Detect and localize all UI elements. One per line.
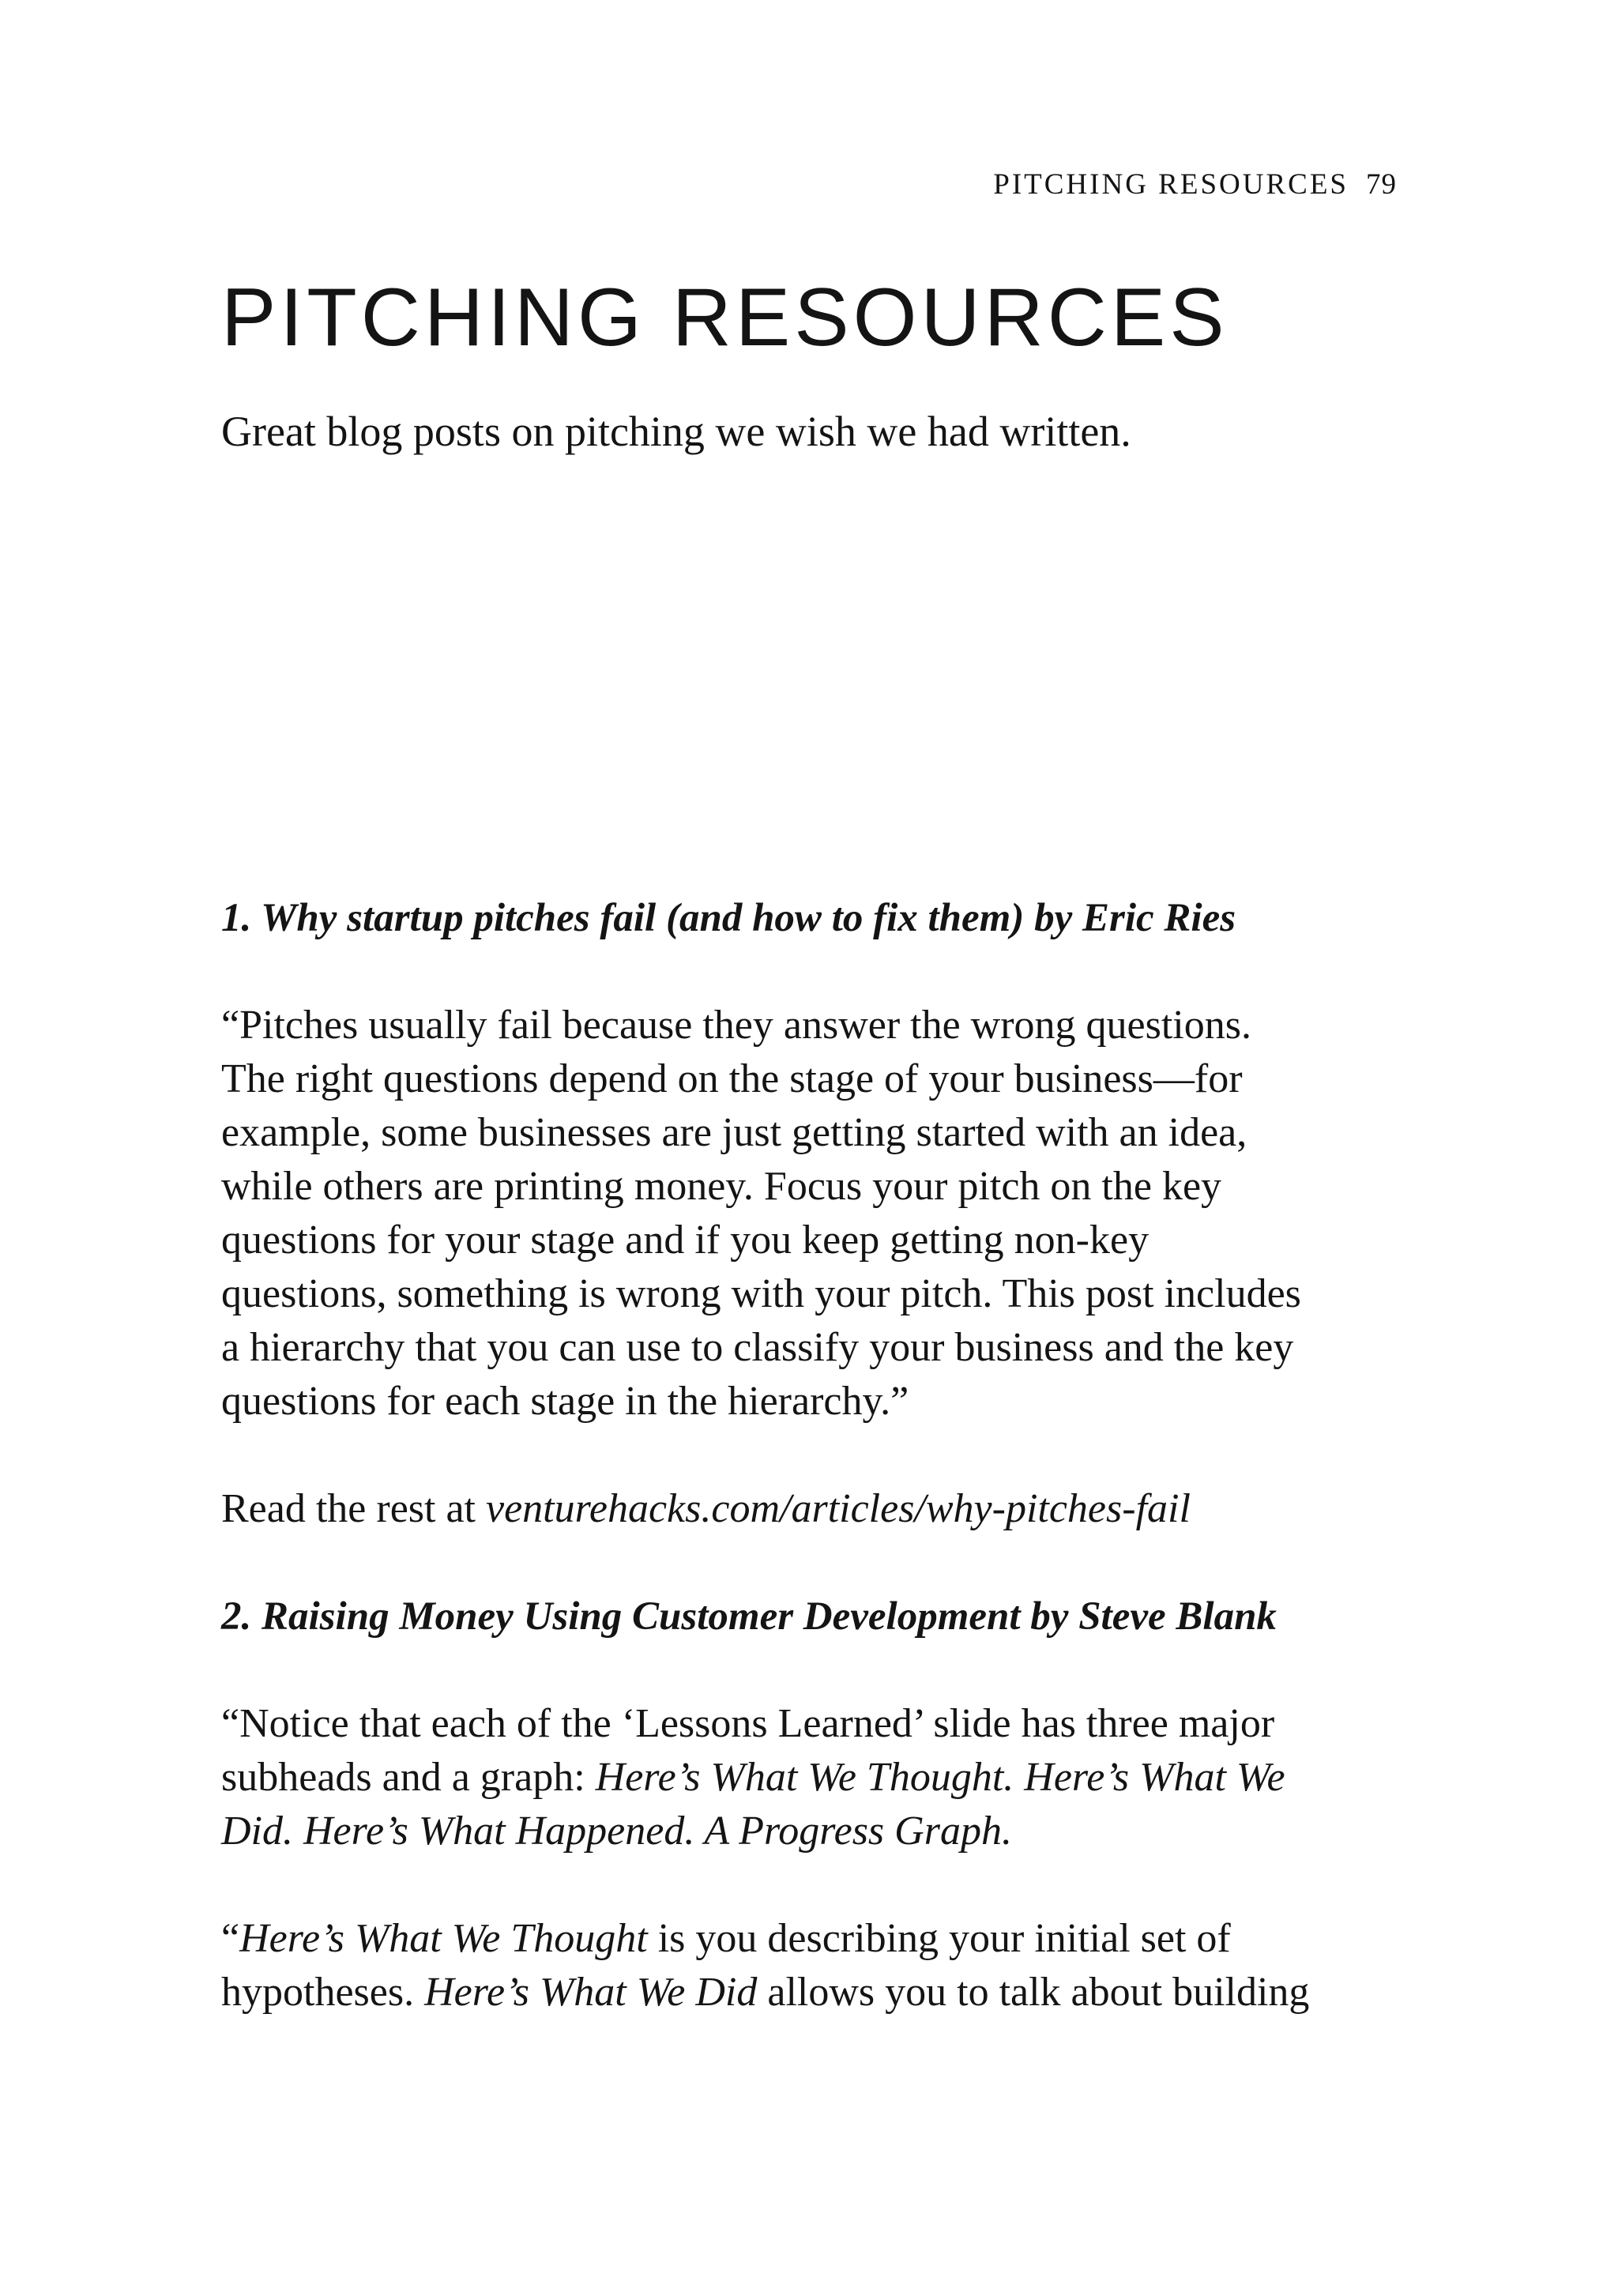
quote-line (221, 1912, 1422, 1966)
read-more-1 (221, 1482, 1422, 1536)
quote-line: while others are printing money. Focus your pitch on the key (221, 1164, 1222, 1209)
page-number: 79 (1366, 168, 1397, 201)
chapter-title: PITCHING RESOURCES (221, 272, 1229, 363)
quote-line: “Pitches usually fail because they answer the wrong questions. (221, 1003, 1251, 1048)
chapter-subtitle: Great blog posts on pitching we wish we had written. (221, 408, 1131, 455)
content-body (221, 891, 1422, 2019)
entry-quote-1 (221, 999, 1422, 1428)
entry-heading-2: 2. Raising Money Using Customer Development by Steve Blank (221, 1594, 1277, 1639)
quote-emphasis: Here’s What We Thought (239, 1916, 648, 1961)
quote-text: allows you to talk about building (757, 1970, 1310, 2015)
quote-line (221, 1966, 1422, 2019)
quote-line: “Notice that each of the ‘Lessons Learned’ slide has three major (221, 1701, 1275, 1746)
quote-text: is you describing your initial set of (647, 1916, 1231, 1961)
entry-quote-2a (221, 1697, 1422, 1858)
quote-line (221, 1751, 1422, 1805)
quote-line: The right questions depend on the stage of your business—for (221, 1056, 1243, 1101)
entry-quote-2b (221, 1912, 1422, 2019)
quote-line: questions, something is wrong with your pitch. This post includes (221, 1271, 1301, 1316)
quote-text: subheads and a graph: (221, 1755, 596, 1800)
quote-emphasis: Did. Here’s What Happened. A Progress Graph. (221, 1809, 1012, 1854)
article-link[interactable]: venturehacks.com/articles/why-pitches-fail (485, 1486, 1191, 1531)
quote-text: hypotheses. (221, 1970, 425, 2015)
quote-emphasis: Here’s What We Did (424, 1970, 758, 2015)
quote-emphasis: Here’s What We Thought. Here’s What We (595, 1755, 1285, 1800)
quote-line: a hierarchy that you can use to classify your business and the key (221, 1325, 1294, 1370)
running-title: PITCHING RESOURCES (993, 168, 1349, 201)
quote-line: questions for each stage in the hierarchy.” (221, 1379, 909, 1424)
quote-mark: “ (221, 1916, 240, 1961)
entry-heading-1: 1. Why startup pitches fail (and how to fix them) by Eric Ries (221, 896, 1236, 940)
running-header (993, 167, 1397, 201)
quote-line: example, some businesses are just getting started with an idea, (221, 1110, 1247, 1155)
read-more-prefix: Read the rest at (221, 1486, 486, 1531)
quote-line: questions for your stage and if you keep getting non-key (221, 1218, 1150, 1263)
